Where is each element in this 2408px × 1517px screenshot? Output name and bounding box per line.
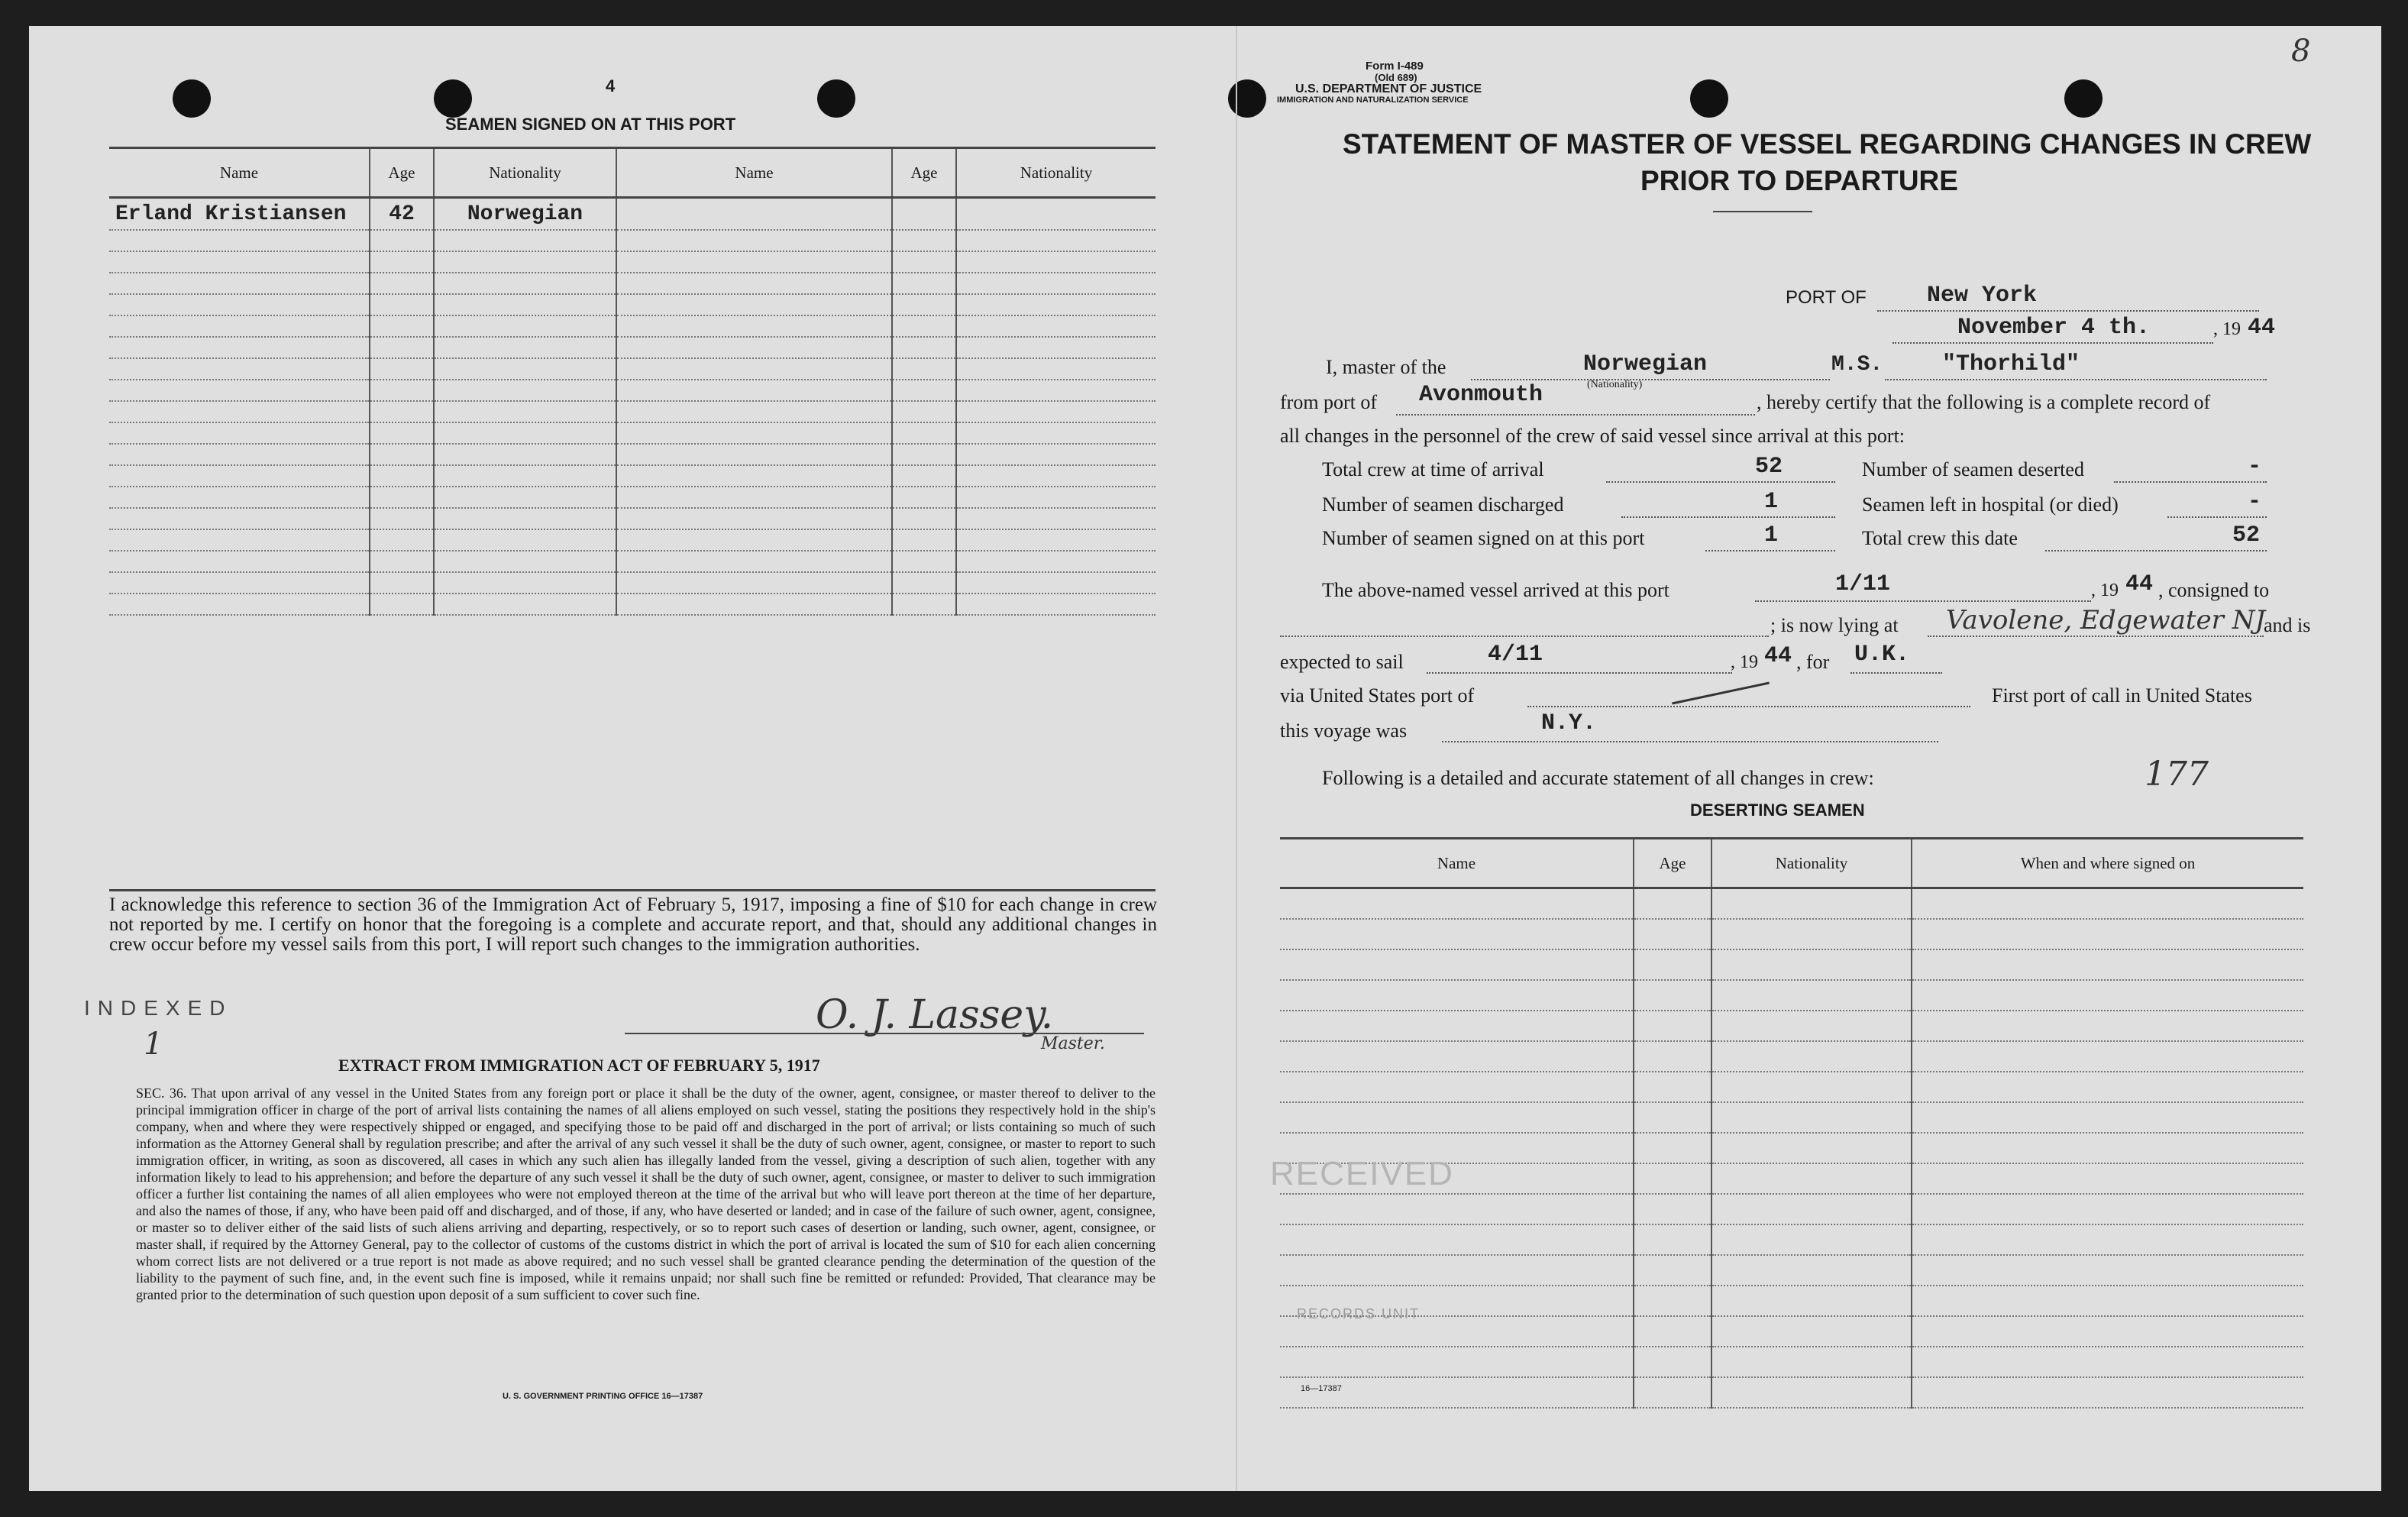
sail-label: expected to sail (1280, 651, 1404, 673)
sail-value: 4/11 (1488, 642, 1543, 668)
col-name: Name (1280, 839, 1634, 888)
table-row (109, 358, 1156, 380)
consigned-label: , consigned to (2158, 579, 2270, 601)
year-value: 44 (2248, 315, 2276, 341)
changes-number: 177 (2145, 755, 2209, 794)
table-row (109, 444, 1156, 465)
table-row (1280, 1255, 2303, 1286)
punch-hole (1228, 79, 1266, 118)
table-row (109, 572, 1156, 594)
total-crew-date-value: 52 (2232, 522, 2261, 548)
following-label: Following is a detailed and accurate statement of all changes in crew: (1322, 767, 1874, 789)
discharged-field (1621, 503, 1835, 518)
corner-note: 8 (2291, 34, 2311, 69)
title-underline (1713, 211, 1812, 212)
table-row (1280, 980, 2303, 1011)
printer-line: U. S. GOVERNMENT PRINTING OFFICE 16—17387 (503, 1392, 703, 1401)
and-is-label: and is (2264, 614, 2311, 636)
table-bottom-rule (109, 889, 1156, 891)
lying-value: Vavolene, Edgewater NJ (1946, 605, 2266, 636)
sail-year-prefix: , 19 (1731, 652, 1758, 672)
table-row (109, 251, 1156, 273)
destination-value: U.K. (1854, 642, 1910, 668)
table-row (109, 198, 1156, 231)
hospital-label: Seamen left in hospital (or died) (1862, 493, 2119, 516)
voyage-label: this voyage was (1280, 720, 1408, 742)
via-label: via United States port of (1280, 684, 1475, 707)
table-row (109, 273, 1156, 294)
arrived-year-prefix: , 19 (2091, 581, 2119, 600)
table-row (1280, 1224, 2303, 1255)
form-title: STATEMENT OF MASTER OF VESSEL REGARDING CHANGES IN CREW (1343, 128, 2312, 160)
master-label: Master. (1041, 1034, 1105, 1053)
col-name: Name (109, 148, 370, 198)
punch-hole (1690, 79, 1728, 118)
table-header-row (109, 148, 1156, 198)
for-label: , for (1796, 651, 1830, 673)
vessel-name: "Thorhild" (1942, 351, 2080, 377)
signed-on-label: Number of seamen signed on at this port (1322, 527, 1645, 549)
arrived-label: The above-named vessel arrived at this port (1322, 579, 1669, 601)
hospital-value: - (2248, 489, 2262, 515)
seaman-nationality: Norwegian (434, 198, 616, 231)
table-row (1280, 1011, 2303, 1041)
extract-title: EXTRACT FROM IMMIGRATION ACT OF FEBRUARY 5, 1917 (338, 1056, 820, 1075)
total-crew-arrival-value: 52 (1755, 454, 1783, 480)
total-crew-date-label: Total crew this date (1862, 527, 2018, 549)
received-stamp: RECEIVED (1270, 1155, 1454, 1192)
deserted-label: Number of seamen deserted (1862, 458, 2084, 480)
form-sheet (29, 26, 2381, 1491)
table-row (1280, 1041, 2303, 1072)
certify-text: , hereby certify that the following is a complete record of (1757, 391, 2211, 413)
master-of-label: I, master of the (1326, 356, 1446, 378)
seaman-name: Erland Kristiansen (109, 198, 370, 231)
first-port-field (1442, 720, 1938, 742)
records-stamp: RECORDS UNIT (1297, 1306, 1421, 1321)
col-when-where: When and where signed on (1912, 839, 2303, 888)
punch-hole (434, 79, 472, 118)
punch-hole (2064, 79, 2103, 118)
empty-cell (616, 198, 892, 231)
seaman-age: 42 (370, 198, 434, 231)
signed-on-table (109, 147, 1156, 616)
table-row (109, 337, 1156, 358)
table-row (109, 551, 1156, 572)
sail-field (1427, 651, 1732, 674)
certify-text-2: all changes in the personnel of the crew of said vessel since arrival at this port: (1280, 425, 1905, 447)
master-signature: O. J. Lassey. (816, 992, 1054, 1038)
form-old-number: (Old 689) (1375, 72, 1417, 83)
table-row (1280, 1316, 2303, 1347)
vessel-type: M.S. (1831, 353, 1883, 377)
total-crew-arrival-field (1606, 467, 1835, 483)
col-nationality: Nationality (434, 148, 616, 198)
extract-text: SEC. 36. That upon arrival of any vessel in the United States from any foreign port or place it shall be the duty of the owner, agent, consignee, or master thereof to deliver to the principal immigration officer in charge of the port of arrival lists containing the names of all aliens employed on such vessel, stating the positions they respectively hold in the ship's company, when and where they were respectively shipped or engaged, and specifying those to be paid off and discharged in the port of arrival; or lists containing so much of such information as the Attorney General shall by regulation prescribe; and after the arrival of any such vessel it shall be the duty of such owner, agent, consignee, or master to report to such immigration officer, in writing, as soon as discovered, all cases in which any such alien has illegally landed from the vessel, giving a description of such alien, together with any information likely to lead to his apprehension; and before the departure of any such vessel it shall be the duty of such owner, agent, consignee, or master to deliver to such immigration officer a further list containing the names of all alien employees who were not employed thereon at the time of the arrival but who will leave port thereon at the time of her departure, and also the names of those, if any, who have been paid off and discharged, and of those, if any, who have deserted or landed; and in case of the failure of such owner, agent, consignee, or master so to deliver either of the said lists of such aliens arriving and departing, respectively, or so to report such cases of desertion or landing, such owner, agent, consignee, or master shall, if required by the Attorney General, pay to the collector of customs of the customs district in which the port of arrival is located the sum of $10 for each alien concerning whom correct lists are not delivered or a true report is not made as above required; and no such vessel shall be granted clearance pending the determination of the question of the liability to the payment of such fine, and, in the event such fine is imposed, while it remains unpaid; nor shall such fine be remitted or refunded: Provided, That clearance may be granted prior to the determination of such question upon deposit of a sum sufficient to cover such fine. (136, 1085, 1156, 1302)
signed-on-value: 1 (1764, 522, 1779, 548)
table-row (109, 508, 1156, 529)
nationality-value: Norwegian (1583, 351, 1708, 377)
consignee-field (1280, 614, 1769, 637)
nationality-caption: (Nationality) (1587, 379, 1643, 390)
table-row (1280, 1102, 2303, 1133)
form-subtitle: PRIOR TO DEPARTURE (1640, 165, 1958, 196)
table-row (1280, 1286, 2303, 1316)
table-row (1280, 1347, 2303, 1377)
col-nationality-2: Nationality (956, 148, 1156, 198)
form-number: Form I-489 (1366, 60, 1424, 73)
table-row (1280, 1194, 2303, 1224)
deserting-table (1280, 837, 2303, 1409)
table-row (109, 380, 1156, 401)
table-row (1280, 949, 2303, 980)
sail-year: 44 (1764, 643, 1792, 669)
date-value: November 4 th. (1957, 315, 2151, 341)
empty-cell (956, 198, 1156, 231)
table-row (109, 465, 1156, 487)
punch-hole (817, 79, 855, 118)
deserted-field (2114, 467, 2267, 483)
table-row (109, 401, 1156, 422)
port-value: New York (1927, 283, 2038, 309)
table-row (1280, 888, 2303, 920)
punch-hole (173, 79, 211, 118)
col-age: Age (1634, 839, 1711, 888)
from-port-value: Avonmouth (1419, 382, 1543, 408)
year-prefix: , 19 (2213, 319, 2241, 339)
deserted-value: - (2248, 454, 2262, 480)
department-name: U.S. DEPARTMENT OF JUSTICE (1295, 82, 1482, 95)
deserting-title: DESERTING SEAMEN (1690, 801, 1865, 820)
col-nationality: Nationality (1711, 839, 1912, 888)
arrived-field (1755, 579, 2091, 602)
first-port-label: First port of call in United States (1992, 684, 2252, 707)
table-header-row (1280, 839, 2303, 888)
page-number: 4 (606, 76, 616, 95)
arrived-year: 44 (2125, 571, 2154, 597)
table-row (1280, 919, 2303, 949)
table-row (109, 487, 1156, 508)
lying-label: ; is now lying at (1770, 614, 1899, 636)
discharged-label: Number of seamen discharged (1322, 493, 1564, 516)
table-row (1280, 1072, 2303, 1102)
first-port-value: N.Y. (1541, 710, 1597, 736)
footer-code: 16—17387 (1301, 1384, 1342, 1393)
page-fold (1236, 26, 1237, 1491)
discharged-value: 1 (1764, 489, 1779, 515)
col-age: Age (370, 148, 434, 198)
indexed-mark: 1 (144, 1027, 163, 1062)
port-label: PORT OF (1786, 287, 1867, 308)
service-name: IMMIGRATION AND NATURALIZATION SERVICE (1277, 95, 1469, 105)
table-row (109, 294, 1156, 315)
table-row (109, 594, 1156, 615)
section-title: SEAMEN SIGNED ON AT THIS PORT (445, 115, 736, 134)
total-crew-arrival-label: Total crew at time of arrival (1322, 458, 1544, 480)
table-row (109, 315, 1156, 337)
table-row (109, 529, 1156, 551)
table-row (109, 422, 1156, 444)
from-port-label: from port of (1280, 391, 1378, 413)
acknowledgement-text: I acknowledge this reference to section 36 of the Immigration Act of February 5, 1917, imposing a fine of $10 for each change in crew not reported by me. I certify on honor that the foregoing is a complete and accurate report, and that, should any additional changes in crew occur before my vessel sails from this port, I will report such changes to the immigration authorities. (109, 894, 1157, 955)
empty-cell (892, 198, 956, 231)
col-age-2: Age (892, 148, 956, 198)
arrived-value: 1/11 (1835, 571, 1891, 597)
table-row (109, 230, 1156, 251)
indexed-stamp: INDEXED (84, 996, 233, 1020)
col-name-2: Name (616, 148, 892, 198)
table-row (1280, 1377, 2303, 1408)
